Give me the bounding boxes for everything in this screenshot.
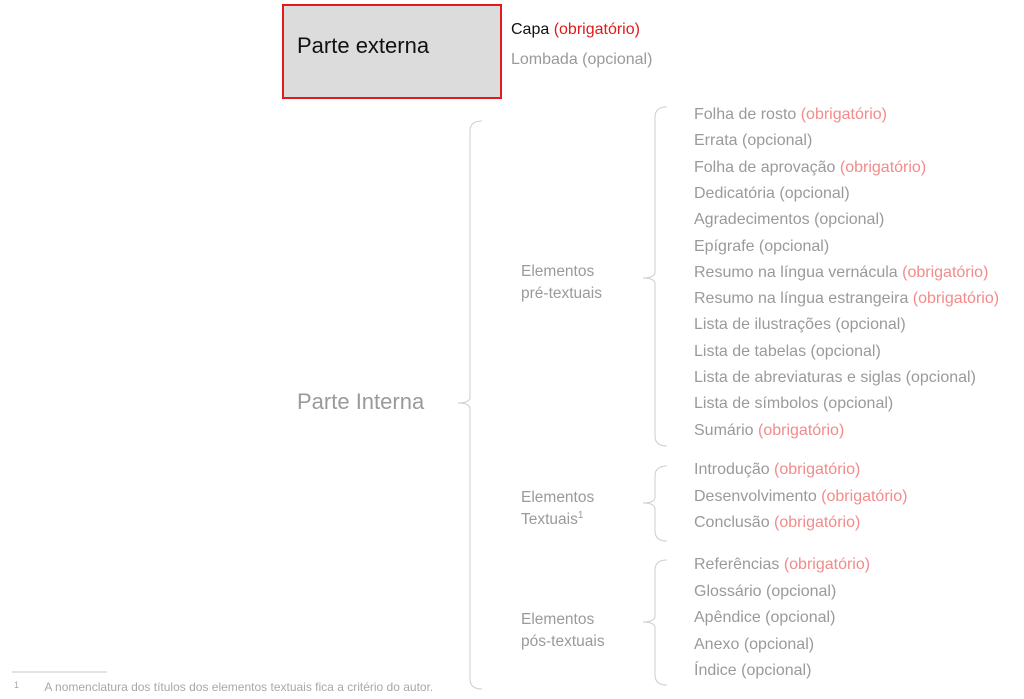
item-label: Epígrafe: [694, 237, 755, 255]
required-tag: (obrigatório): [835, 158, 927, 176]
list-item: [694, 557, 870, 573]
item-label: Anexo: [694, 635, 740, 653]
list-item: [511, 52, 652, 68]
required-tag: (obrigatório): [769, 461, 861, 478]
required-tag: (obrigatório): [796, 106, 887, 123]
item-label: Referências: [694, 556, 780, 573]
item-label: Conclusão: [694, 514, 770, 531]
list-item: [694, 107, 887, 123]
optional-tag: (opcional): [774, 184, 850, 202]
item-label: Resumo na língua vernácula: [694, 263, 898, 281]
item-label: Folha de aprovação: [694, 158, 836, 176]
list-item: [511, 22, 640, 38]
group-label-line: pós-textuais: [521, 633, 605, 650]
item-label: Apêndice: [694, 609, 761, 626]
optional-tag: (opcional): [754, 237, 830, 255]
item-label: Índice: [694, 662, 737, 679]
item-label: Sumário: [694, 421, 754, 439]
group-label-textual: [521, 487, 594, 531]
required-tag: (obrigatório): [908, 290, 1000, 308]
item-label: Desenvolvimento: [694, 487, 817, 505]
item-label: Lista de ilustrações: [694, 316, 831, 334]
group-label-line: Elementos: [521, 263, 595, 280]
list-item: [694, 396, 893, 412]
internal-part-title: Parte Interna: [297, 389, 425, 414]
list-item: [694, 489, 907, 505]
list-item: [694, 186, 850, 202]
list-item: [694, 344, 881, 360]
item-label: Lista de tabelas: [694, 342, 807, 360]
item-label: Introdução: [694, 461, 770, 478]
list-item: [694, 317, 906, 333]
optional-tag: (opcional): [806, 342, 881, 360]
brace: [458, 121, 482, 689]
list-item: [694, 370, 976, 386]
required-tag: (obrigatório): [897, 263, 989, 281]
item-label: Capa: [511, 21, 550, 38]
optional-tag: (opcional): [577, 51, 653, 68]
group-label-line: Elementos: [521, 489, 595, 506]
list-item: [694, 212, 884, 228]
optional-tag: (opcional): [739, 635, 815, 653]
group-label-line: pré-textuais: [521, 285, 602, 302]
optional-tag: (opcional): [760, 609, 836, 626]
item-label: Errata: [694, 132, 738, 150]
optional-tag: (opcional): [761, 582, 837, 600]
brace: [643, 107, 667, 446]
required-tag: (obrigatório): [779, 556, 871, 573]
item-label: Agradecimentos: [694, 211, 810, 229]
footnote: [14, 681, 433, 693]
list-item: [694, 423, 844, 439]
required-tag: (obrigatório): [769, 514, 861, 531]
brace: [643, 466, 667, 541]
group-label-pre-textual: [521, 261, 602, 305]
list-item: [694, 133, 812, 149]
list-item: [694, 462, 860, 478]
footnote-reference: 1: [577, 509, 584, 521]
list-item: [694, 584, 836, 600]
list-item: [694, 265, 988, 281]
item-label: Lombada: [511, 51, 578, 68]
optional-tag: (opcional): [809, 211, 885, 229]
optional-tag: (opcional): [830, 316, 906, 334]
required-tag: (obrigatório): [816, 487, 908, 505]
list-item: [694, 160, 926, 176]
required-tag: (obrigatório): [753, 421, 845, 439]
item-label: Glossário: [694, 582, 762, 600]
group-label-line: Elementos: [521, 611, 595, 628]
list-item: [694, 663, 811, 679]
list-item: [694, 239, 829, 255]
list-item: [694, 610, 835, 626]
optional-tag: (opcional): [737, 132, 813, 150]
brace: [643, 560, 667, 685]
item-label: Resumo na língua estrangeira: [694, 290, 909, 308]
item-label: Dedicatória: [694, 184, 775, 202]
optional-tag: (opcional): [736, 662, 812, 679]
item-label: Folha de rosto: [694, 106, 797, 123]
external-part-title: Parte externa: [297, 33, 430, 58]
footnote-mark: 1: [14, 680, 20, 690]
list-item: [694, 637, 814, 653]
group-label-post-textual: [521, 609, 605, 653]
group-label-line: Textuais: [521, 511, 578, 528]
list-item: [694, 515, 860, 531]
item-label: Lista de símbolos: [694, 395, 819, 413]
footnote-text: A nomenclatura dos títulos dos elementos textuais fica a critério do autor.: [44, 680, 434, 694]
list-item: [694, 291, 999, 307]
required-tag: (obrigatório): [549, 21, 640, 38]
item-label: Lista de abreviaturas e siglas: [694, 369, 902, 386]
optional-tag: (opcional): [818, 395, 894, 413]
optional-tag: (opcional): [901, 369, 976, 386]
